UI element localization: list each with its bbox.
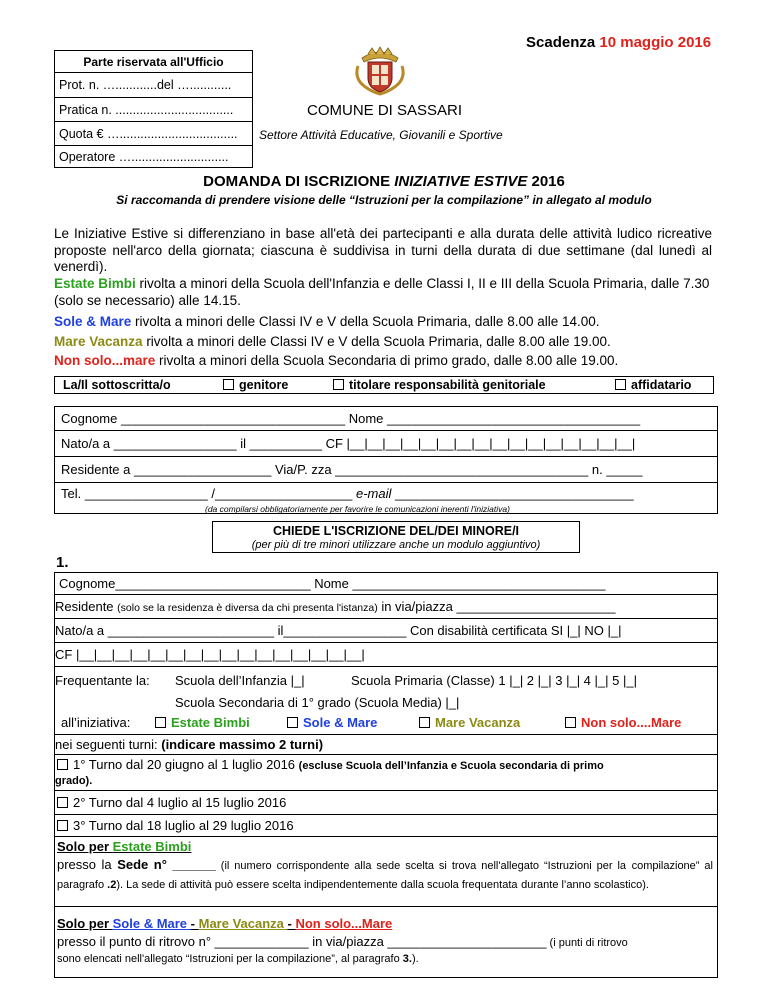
applicant-label: La/Il sottoscritta/o xyxy=(63,378,171,392)
checkbox[interactable] xyxy=(287,717,298,728)
ritrovo-note-end: ). xyxy=(411,953,419,965)
option-label: titolare responsabilità genitoriale xyxy=(349,378,546,392)
deadline-date: 10 maggio 2016 xyxy=(599,34,712,51)
minor-residente[interactable] xyxy=(55,595,717,619)
title-part3: 2016 xyxy=(527,173,565,190)
office-operatore[interactable]: Operatore …............................ xyxy=(59,150,229,164)
option-infanzia[interactable]: Scuola dell’Infanzia |_| xyxy=(175,673,305,688)
ritrovo-note-line xyxy=(57,952,717,966)
option-primaria[interactable]: Scuola Primaria (Classe) 1 |_| 2 |_| 3 |_| 4 |_| 5 |_| xyxy=(351,673,637,688)
program-name: Non solo...mare xyxy=(54,353,156,368)
office-prot[interactable]: Prot. n. …............del …............ xyxy=(55,73,252,98)
turni-note: (indicare massimo 2 turni) xyxy=(161,737,324,752)
chiede-box xyxy=(212,521,580,553)
applicant-data-box xyxy=(54,406,718,514)
sede-heading xyxy=(57,838,717,856)
turno-label: 2° Turno dal 4 luglio al 15 luglio 2016 xyxy=(73,795,287,810)
program-non-solo-mare xyxy=(54,353,714,370)
turno-note: (escluse Scuola dell’Infanzia e Scuola secondaria di primo xyxy=(298,760,604,772)
solo-per-label: Solo per xyxy=(57,916,113,931)
turni-label: nei seguenti turni: xyxy=(55,737,162,752)
sede-note-3: ). La sede di attività può essere scelta indipendentemente dalla scuola frequentata xyxy=(116,879,518,891)
program-list xyxy=(54,276,714,370)
option-non-solo-mare[interactable] xyxy=(565,715,681,730)
option-secondaria[interactable]: Scuola Secondaria di 1° grado (Scuola Media) |_| xyxy=(175,695,460,710)
checkbox[interactable] xyxy=(419,717,430,728)
link-sole-mare: Sole & Mare xyxy=(112,916,191,931)
checkbox[interactable] xyxy=(155,717,166,728)
program-desc: rivolta a minori della Scuola dell'Infanzia e delle Classi I, II e III della Scuola Primaria, dalle 7.30 (solo se necessario) alle 14.15. xyxy=(54,276,710,308)
residente-line[interactable]: in via/piazza ______________________ xyxy=(377,599,616,614)
program-name: Mare Vacanza xyxy=(54,333,143,349)
ritrovo-heading xyxy=(57,915,717,933)
ritrovo-paragraph: 3. xyxy=(402,953,412,965)
municipality-sector: Settore Attività Educative, Giovanili e Sportive xyxy=(259,128,503,142)
tel-note: (da compilarsi obbligatoriamente per favorire le comunicazioni inerenti l'iniziativa) xyxy=(205,504,510,514)
minor-number: 1. xyxy=(56,554,69,571)
turno-label: 3° Turno dal 18 luglio al 29 luglio 2016 xyxy=(73,818,294,833)
page-title xyxy=(0,173,768,190)
program-desc: rivolta a minori delle Classi IV e V della Scuola Primaria, dalle 8.00 alle 14.00. xyxy=(131,314,600,329)
turno-3[interactable] xyxy=(55,815,717,837)
ritrovo-field[interactable]: presso il punto di ritrovo n° _____________ in via/piazza ______________________ xyxy=(57,934,547,949)
turno-label: 1° Turno dal 20 giugno al 1 luglio 2016 xyxy=(73,757,299,772)
checkbox[interactable] xyxy=(57,820,68,831)
chiede-note: (per più di tre minori utilizzare anche un modulo aggiuntivo) xyxy=(251,539,541,551)
option-label: affidatario xyxy=(631,378,692,392)
option-label: Estate Bimbi xyxy=(171,715,250,730)
ritrovo-line[interactable] xyxy=(57,933,717,952)
checkbox[interactable] xyxy=(565,717,576,728)
solo-per-label: Solo per xyxy=(57,839,113,854)
sede-paragraph: .2 xyxy=(107,879,117,891)
solo-per-program: Estate Bimbi xyxy=(112,839,192,854)
iniziativa-label: all’iniziativa: xyxy=(61,715,131,730)
option-sole-mare[interactable] xyxy=(287,715,377,730)
program-sole-mare xyxy=(54,314,714,331)
option-titolare[interactable] xyxy=(333,377,546,393)
checkbox[interactable] xyxy=(615,379,626,390)
field-tel-email[interactable] xyxy=(55,483,717,515)
residente-label: Residente xyxy=(55,599,118,614)
email-line[interactable]: _________________________________ xyxy=(391,486,634,501)
minor-box xyxy=(54,572,718,978)
applicant-role-box xyxy=(54,376,714,394)
turni-heading xyxy=(55,735,717,755)
ritrovo-note: (i punti di ritrovo xyxy=(546,937,628,949)
option-label: Non solo....Mare xyxy=(581,715,682,730)
sede-note-4: durante l’anno scolastico). xyxy=(521,879,649,891)
program-mare-vacanza xyxy=(54,334,714,351)
field-cognome-nome[interactable]: Cognome _______________________________ Nome ___________________________________ xyxy=(55,407,717,431)
sede-note: (il numero corrispondente alla sede scelta si trova nell'allegato “Istruzioni per la xyxy=(215,860,627,872)
office-pratica[interactable]: Pratica n. .................................. xyxy=(55,98,252,122)
separator: - xyxy=(190,916,199,931)
intro-text: Le Iniziative Estive si differenziano in base all'età dei partecipanti e alla durata delle attività ludico ricreative proposte nell'arco della giornata; ciascuna è suddivisa in turni della durata di due settimane (dal lunedì al venerdì). xyxy=(54,226,712,274)
program-estate-bimbi xyxy=(54,276,714,310)
minor-school-iniziativa xyxy=(55,667,717,735)
checkbox[interactable] xyxy=(333,379,344,390)
page-subtitle: Si raccomanda di prendere visione delle “Istruzioni per la compilazione” in allegato al modulo xyxy=(116,193,652,207)
checkbox[interactable] xyxy=(223,379,234,390)
option-genitore[interactable] xyxy=(223,377,288,393)
municipality-name: COMUNE DI SASSARI xyxy=(307,102,463,119)
link-mare-vacanza: Mare Vacanza xyxy=(198,916,288,931)
residente-note: (solo se la residenza è diversa da chi presenta l'istanza) xyxy=(117,602,378,614)
option-estate-bimbi[interactable] xyxy=(155,715,250,730)
sede-field[interactable]: Sede n° ______ xyxy=(117,857,216,872)
option-label: genitore xyxy=(239,378,289,392)
sede-section xyxy=(55,837,717,907)
option-label: Sole & Mare xyxy=(303,715,378,730)
option-mare-vacanza[interactable] xyxy=(419,715,520,730)
ritrovo-section xyxy=(55,907,717,979)
turno-1[interactable] xyxy=(55,755,717,791)
option-label: Mare Vacanza xyxy=(435,715,521,730)
program-desc: rivolta a minori delle Classi IV e V della Scuola Primaria, dalle 8.00 alle 19.00. xyxy=(142,333,611,349)
field-nato-cf[interactable]: Nato/a a _________________ il __________ CF |__|__|__|__|__|__|__|__|__|__|__|__|__|__|__|__| xyxy=(55,431,717,457)
program-name: Sole & Mare xyxy=(54,314,132,329)
title-part1: DOMANDA DI ISCRIZIONE xyxy=(203,173,395,190)
separator: - xyxy=(287,916,296,931)
office-box xyxy=(54,50,253,168)
program-name: Estate Bimbi xyxy=(54,276,136,291)
checkbox[interactable] xyxy=(57,759,68,770)
deadline xyxy=(526,34,711,51)
program-desc: rivolta a minori della Scuola Secondaria di primo grado, dalle 8.00 alle 19.00. xyxy=(155,353,619,368)
field-residente[interactable]: Residente a ___________________ Via/P. zza ___________________________________ n. _____ xyxy=(55,457,717,483)
turno-2[interactable] xyxy=(55,791,717,815)
coat-of-arms-icon xyxy=(352,44,408,96)
office-quota[interactable]: Quota € ….................................. xyxy=(55,122,252,146)
sede-note-2: compilazione” al paragrafo xyxy=(57,860,713,891)
option-affidatario[interactable] xyxy=(615,377,691,393)
chiede-title: CHIEDE L'ISCRIZIONE DEL/DEI MINORE/I xyxy=(272,524,520,538)
title-part2: INIZIATIVE ESTIVE xyxy=(394,173,528,190)
minor-cf[interactable]: CF |__|__|__|__|__|__|__|__|__|__|__|__|__|__|__|__| xyxy=(55,643,717,667)
checkbox[interactable] xyxy=(57,797,68,808)
ritrovo-note-2: sono elencati nell'allegato “Istruzioni per la compilazione”, al paragrafo xyxy=(57,953,403,965)
tel-line[interactable]: Tel. _________________ /___________________ xyxy=(61,486,356,501)
sede-label: presso la xyxy=(57,857,118,872)
sede-text[interactable] xyxy=(57,856,717,894)
turno-note-end: grado). xyxy=(55,775,93,787)
minor-cognome-nome[interactable]: Cognome___________________________ Nome ___________________________________ xyxy=(55,573,717,595)
minor-nato[interactable]: Nato/a a _______________________ il_________________ Con disabilità certificata SI |_| NO |_| xyxy=(55,619,717,643)
deadline-label: Scadenza xyxy=(526,34,596,51)
frequentante-label: Frequentante la: xyxy=(55,673,150,688)
office-title: Parte riservata all'Ufficio xyxy=(55,51,252,73)
link-non-solo-mare: Non solo...Mare xyxy=(295,916,393,931)
email-label: e-mail xyxy=(355,486,392,501)
